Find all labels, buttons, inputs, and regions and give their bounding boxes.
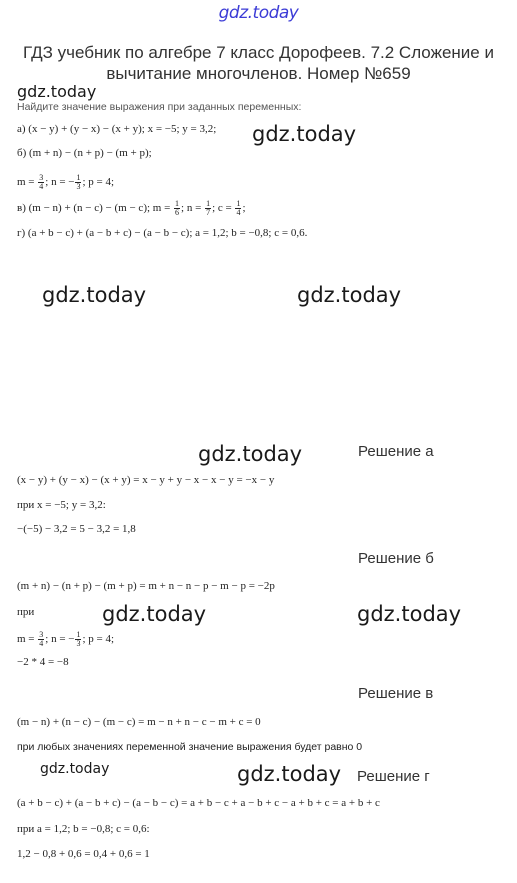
solution-b-line: −2 * 4 = −8 [17, 656, 69, 668]
solution-d-line: 1,2 − 0,8 + 0,6 = 0,4 + 0,6 = 1 [17, 848, 150, 860]
solution-b-heading: Решение б [358, 550, 434, 567]
watermark: gdz.today [102, 602, 207, 626]
solution-c-line: при любых значениях переменной значение выражения будет равно 0 [17, 741, 363, 753]
watermark: gdz.today [237, 762, 342, 786]
watermark: gdz.today [42, 283, 147, 307]
page-title: ГДЗ учебник по алгебре 7 класс Дорофеев. 7.2 Сложение и вычитание многочленов. Номер №659 [23, 43, 494, 83]
solution-b-line: (m + n) − (n + p) − (m + p) = m + n − n − p − m − p = −2p [17, 580, 275, 592]
watermark: gdz.today [252, 122, 357, 146]
solution-c-heading: Решение в [358, 685, 434, 702]
solution-b-line: при [17, 606, 35, 618]
solution-d-heading: Решение г [357, 768, 430, 785]
watermark: gdz.today [297, 283, 402, 307]
solution-d-line: (a + b − c) + (a − b + c) − (a − b − c) = a + b − c + a − b + c − a + b + c = a + b + c [17, 797, 380, 809]
task-d: г) (a + b − c) + (a − b + c) − (a − b − c); a = 1,2; b = −0,8; c = 0,6. [17, 227, 308, 239]
task-b-values: m = $\frac{3}{4}$ ; n = − $\frac{1}{3}$ ; p = 4; [17, 173, 115, 191]
solution-c-line: (m − n) + (n − c) − (m − c) = m − n + n − c − m + c = 0 [17, 716, 261, 728]
watermark: gdz.today [17, 82, 97, 101]
solution-a-line: при x = −5; y = 3,2: [17, 499, 106, 511]
site-logo[interactable]: gdz.today [218, 3, 299, 23]
solution-a-heading: Решение а [358, 443, 434, 460]
watermark: gdz.today [40, 761, 110, 777]
solution-a-line: −(−5) − 3,2 = 5 − 3,2 = 1,8 [17, 523, 136, 535]
watermark: gdz.today [357, 602, 462, 626]
solution-a-line: (x − y) + (y − x) − (x + y) = x − y + y − x − x − y = −x − y [17, 474, 275, 486]
watermark: gdz.today [198, 442, 303, 466]
task-a: а) (x − y) + (y − x) − (x + y); x = −5; y = 3,2; [17, 123, 217, 135]
solution-d-line: при a = 1,2; b = −0,8; c = 0,6: [17, 823, 150, 835]
solution-b-values: m = $\frac{3}{4}$ ; n = − $\frac{1}{3}$ ; p = 4; [17, 630, 115, 648]
task-intro: Найдите значение выражения при заданных переменных: [17, 101, 302, 113]
task-b: б) (m + n) − (n + p) − (m + p); [17, 147, 152, 159]
task-c: в) (m − n) + (n − c) − (m − c); m = $\frac{1}{6}$ ; n = $\frac{1}{7}$ ; c = $\frac{1}{4}$ ; [17, 199, 246, 217]
